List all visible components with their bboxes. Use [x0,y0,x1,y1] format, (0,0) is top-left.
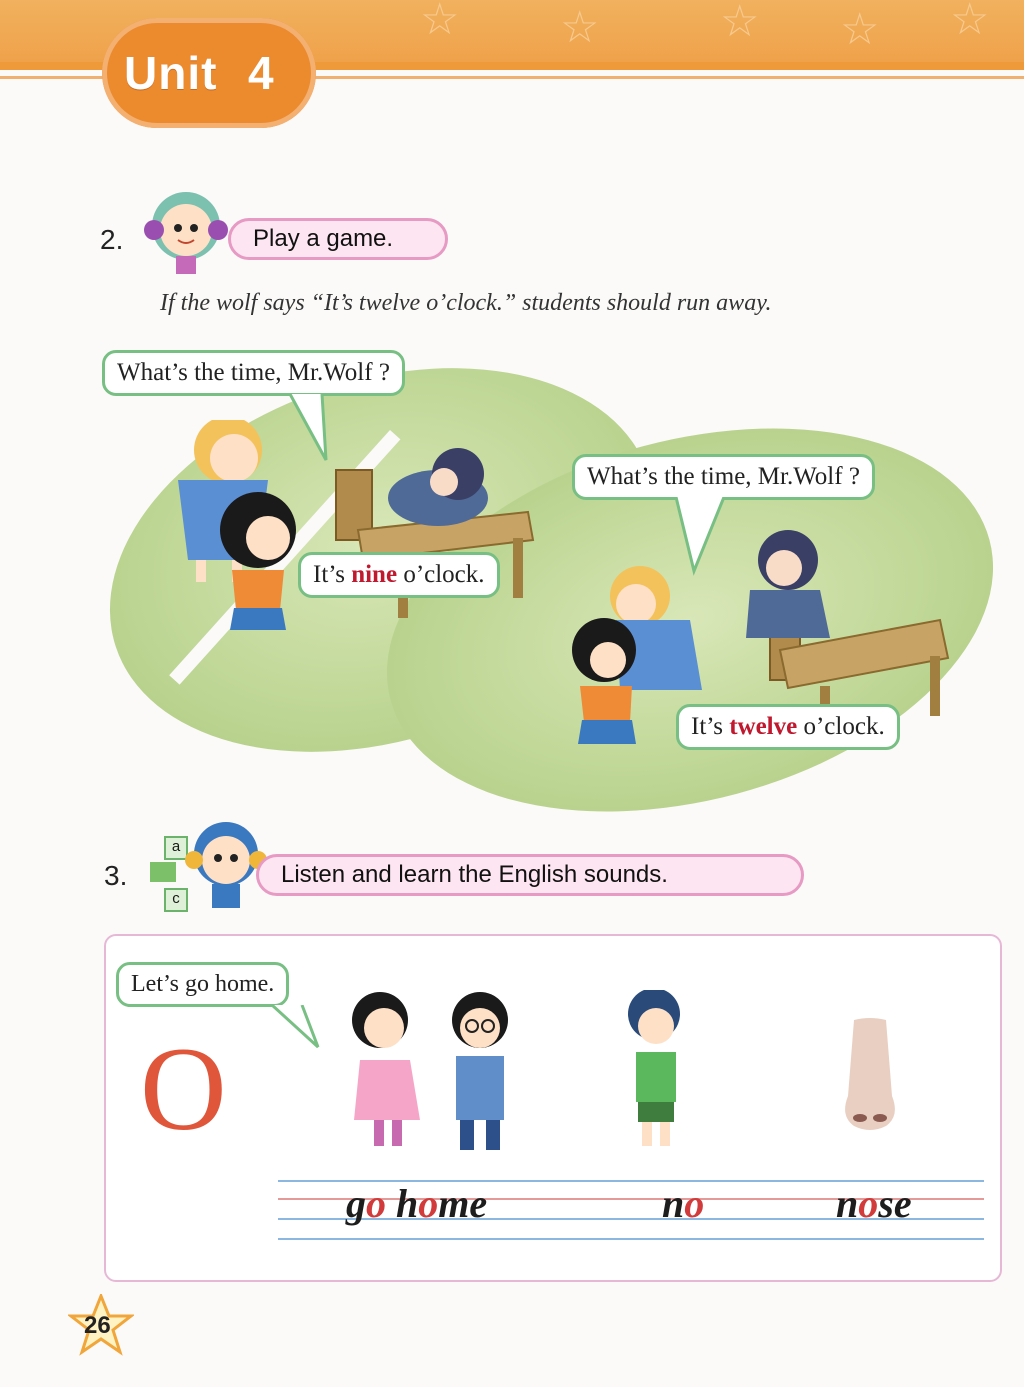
speech-bubble-answer-1 [298,552,500,598]
mascot-headphones-icon [138,186,242,278]
word-part: se [878,1181,912,1226]
answer-text: o’clock. [397,561,485,588]
answer-highlight: twelve [729,713,798,740]
bubble-tail [286,394,366,464]
writing-line [278,1238,984,1240]
word-vowel: o [366,1181,386,1226]
word-vowel: o [684,1181,705,1226]
instruction-text: If the wolf says “It’s twelve o’clock.” students should run away. [160,290,772,316]
letter-card-a: a [164,836,188,860]
bubble-tail [664,497,754,577]
kids-illustration [330,990,730,1160]
word-part: h [396,1181,419,1226]
word-part: n [662,1181,685,1226]
word-go-home [346,1180,487,1227]
big-letter-o: O [140,1022,227,1155]
letter-card-blank [150,862,176,882]
answer-text: o’clock. [797,713,885,740]
answer-text: It’s [691,713,730,740]
unit-number: 4 [248,47,274,99]
answer-highlight: nine [351,561,398,588]
star-decoration-icon: ☆ [420,0,460,44]
star-decoration-icon: ☆ [560,3,600,52]
star-decoration-icon: ☆ [840,5,880,54]
section-number: 3. [104,860,128,891]
section-title-pill: Listen and learn the English sounds. [256,854,804,896]
star-decoration-icon: ☆ [720,0,760,46]
speech-bubble-question-2: What’s the time, Mr.Wolf ? [572,454,875,500]
nose-image [830,1016,910,1134]
unit-label: Unit [124,47,218,99]
letter-card-c: c [164,888,188,912]
word-nose [836,1180,912,1227]
word-part: me [438,1181,488,1226]
speech-bubble-question-1: What’s the time, Mr.Wolf ? [102,350,405,396]
page-number: 26 [84,1312,111,1339]
section-number: 2. [100,224,124,255]
word-vowel: o [858,1181,879,1226]
word-vowel: o [418,1181,439,1226]
bubble-tail [268,1005,328,1051]
star-decoration-icon: ☆ [950,0,990,44]
word-no [662,1180,704,1227]
section-title-pill: Play a game. [228,218,448,260]
speech-bubble-lets-go-home: Let’s go home. [116,962,289,1007]
word-part: g [346,1181,366,1226]
word-part: n [836,1181,859,1226]
answer-text: It’s [313,561,352,588]
speech-bubble-answer-2 [676,704,900,750]
